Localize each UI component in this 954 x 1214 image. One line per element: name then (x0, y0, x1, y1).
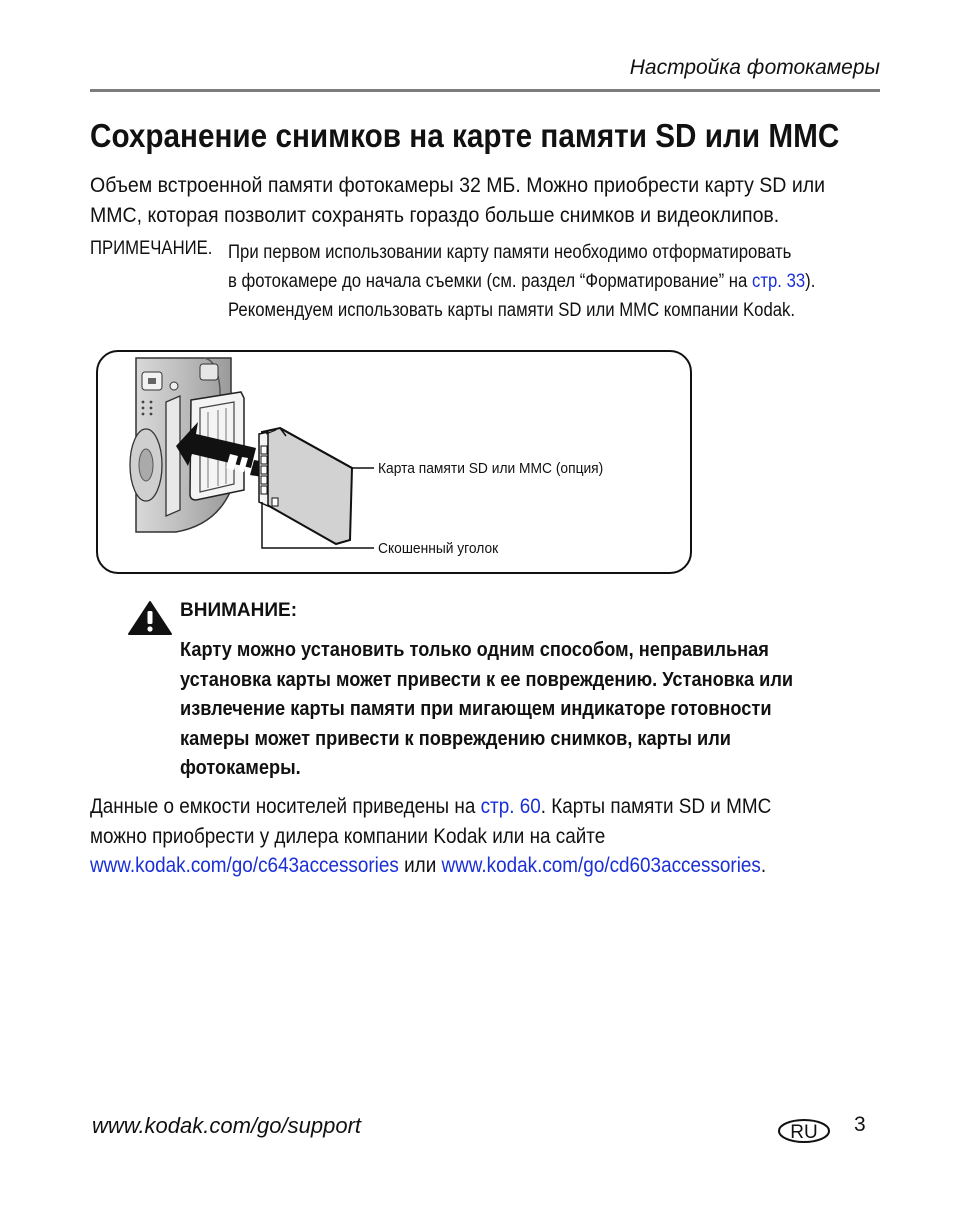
note-line-2 (228, 267, 815, 296)
running-header: Настройка фотокамеры (629, 56, 880, 79)
period-text: . (760, 854, 767, 877)
page-60-link[interactable]: стр. 60 (480, 795, 541, 818)
caution-line-3: извлечение карты памяти при мигающем индикаторе готовности (180, 698, 772, 720)
sd-card-illustration (259, 428, 352, 544)
page-number: 3 (854, 1113, 866, 1136)
callout-corner: Скошенный уголок (378, 540, 499, 557)
caution-line-4: камеры может привести к повреждению снимков, карты или (180, 727, 732, 750)
note-line-1: При первом использовании карту памяти необходимо отформатировать (228, 242, 792, 263)
note-label: ПРИМЕЧАНИЕ. (90, 238, 213, 259)
page-title: Сохранение снимков на карте памяти SD или MMC (90, 117, 840, 154)
media-line-1 (90, 792, 771, 822)
media-line-2: можно приобрести у дилера компании Kodak или на сайте (90, 824, 606, 848)
page-33-link[interactable]: стр. 33 (751, 271, 806, 292)
media-line-1-end: . Карты памяти SD и MMC (540, 795, 772, 818)
caution-body (180, 636, 793, 784)
warning-triangle-icon (127, 600, 173, 636)
intro-line-1: Объем встроенной памяти фотокамеры 32 МБ. Можно приобрести карту SD или (90, 174, 826, 197)
note-line-2-text: в фотокамере до начала съемки (см. раздел “Форматирование” на (228, 271, 752, 292)
media-line-1-text: Данные о емкости носителей приведены на (90, 795, 481, 818)
language-badge (776, 1117, 832, 1145)
caution-line-2: установка карты может привести к ее повреждению. Установка или (180, 668, 794, 691)
header-divider (90, 89, 880, 92)
c643-accessories-link[interactable]: www.kodak.com/go/c643accessories (90, 854, 399, 877)
caution-line-1: Карту можно установить только одним способом, неправильная (180, 639, 769, 661)
caution-line-5: фотокамеры. (180, 757, 301, 779)
intro-line-2: MMC, которая позволит сохранять гораздо больше снимков и видеоклипов. (90, 204, 780, 227)
or-text: или (398, 854, 442, 877)
caution-title: ВНИМАНИЕ: (180, 600, 298, 621)
media-line-3 (90, 851, 771, 881)
callout-card: Карта памяти SD или MMC (опция) (378, 460, 604, 477)
cd603-accessories-link[interactable]: www.kodak.com/go/cd603accessories (441, 854, 761, 877)
note-line-2-end: ). (805, 271, 816, 292)
note-line-3: Рекомендуем использовать карты памяти SD или MMC компании Kodak. (228, 300, 796, 321)
language-code: RU (790, 1122, 818, 1143)
footer-support-url: www.kodak.com/go/support (92, 1113, 362, 1138)
media-paragraph (90, 792, 771, 881)
intro-paragraph (90, 171, 834, 231)
note-body (228, 238, 815, 325)
